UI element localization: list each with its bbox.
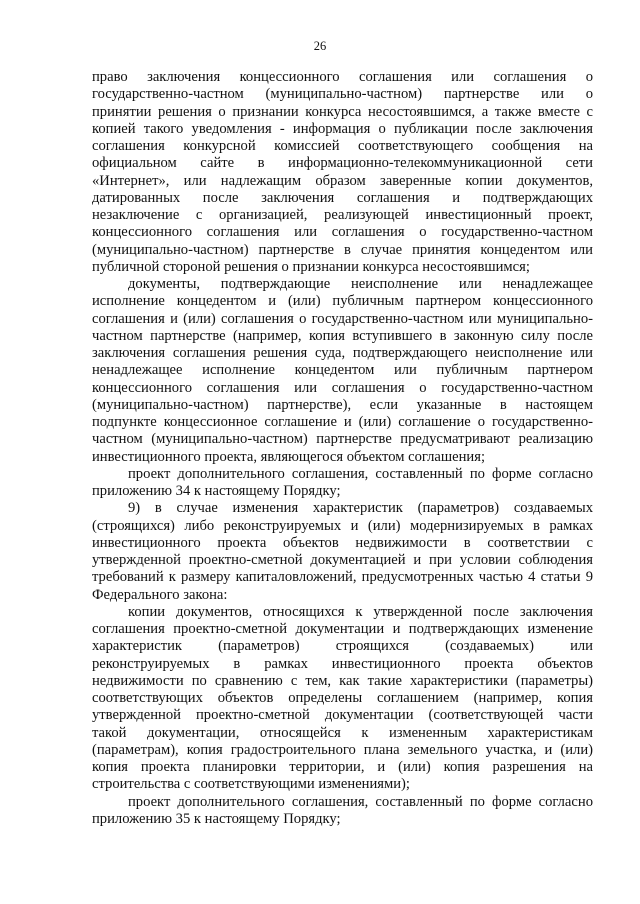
text-line: принятии решения о признании конкурса несостоявшимся, а также вместе с (92, 103, 593, 120)
text-line: частном (муниципально-частном) партнерстве предусматривают реализацию (92, 431, 593, 448)
text-line: утвержденной проектно-сметной документацией и при условии соблюдения (92, 552, 593, 568)
text-line: проект дополнительного соглашения, составленный по форме согласно (128, 793, 593, 810)
text-line: характеристик (параметров) строящихся (создаваемых) или (92, 638, 593, 655)
text-line: инвестиционного проекта объектов недвижимости в соответствии с (92, 534, 593, 551)
text-line: (муниципально-частном) партнерстве), если указанные в настоящем (92, 396, 593, 413)
text-line: копией такого уведомления - информация о публикации после заключения (92, 120, 593, 137)
text-line: исполнение концедентом и (или) публичным партнером концессионного (92, 293, 593, 310)
text-line: «Интернет», или надлежащим образом заверенные копии документов, (92, 172, 593, 189)
text-line: утвержденной проектно-сметной документации (соответствующей части (92, 707, 593, 724)
text-line: строительства с соответствующими изменениями); (92, 776, 410, 793)
text-line: (строящихся) либо реконструируемых и (или) модернизируемых в рамках (92, 517, 593, 534)
document-body (92, 69, 593, 828)
text-line: соглашения проектно-сметной документации и подтверждающих изменение (92, 621, 593, 637)
text-line: концессионного соглашения или соглашения о государственно-частном (92, 224, 593, 241)
text-line: датированных после заключения соглашения и подтверждающих (92, 189, 593, 206)
text-line: такой документации, относящейся к измененным характеристикам (92, 724, 593, 741)
text-line: ненадлежащее исполнение концедентом или публичным партнером (92, 362, 593, 379)
text-line: соответствующих объектов определены соглашением (например, копия (92, 690, 593, 706)
page-number: 26 (313, 39, 327, 53)
text-line: частном партнерстве (например, копия вступившего в законную силу после (92, 327, 593, 344)
text-line: концессионного соглашения или соглашения о государственно-частном (92, 379, 593, 396)
text-line: государственно-частном (муниципально-частном) партнерстве или о (92, 86, 593, 103)
text-line: (муниципально-частном) партнерстве в случае принятия концедентом или (92, 241, 593, 258)
text-line: требований к размеру капиталовложений, предусмотренных частью 4 статьи 9 (92, 569, 593, 586)
text-line: право заключения концессионного соглашения или соглашения о (92, 69, 593, 85)
text-line: соглашения и (или) соглашения о государственно-частном или муниципально- (92, 310, 593, 327)
text-line: официальном сайте в информационно-телекоммуникационной сети (92, 155, 593, 172)
text-line: инвестиционного проекта, являющегося объектом соглашения; (92, 448, 486, 465)
text-line: заключения соглашения решения суда, подтверждающего неисполнение или (92, 345, 593, 361)
text-line: недвижимости по сравнению с тем, как такие характеристики (параметры) (92, 672, 593, 689)
text-line: проект дополнительного соглашения, составленный по форме согласно (128, 465, 593, 482)
text-line: приложению 34 к настоящему Порядку; (92, 483, 341, 499)
text-line: подпункте концессионное соглашение и (или) соглашение о государственно- (92, 414, 593, 430)
text-line: реконструируемых в рамках инвестиционного проекта объектов (92, 655, 593, 672)
text-line: Федерального закона: (92, 586, 228, 603)
text-line: документы, подтверждающие неисполнение или ненадлежащее (128, 276, 593, 292)
text-line: соглашения конкурсной комиссией соответствующего сообщения на (92, 138, 593, 154)
text-line: публичной стороной решения о признании конкурса несостоявшимся; (92, 258, 530, 275)
text-line: 9) в случае изменения характеристик (параметров) создаваемых (128, 500, 593, 517)
text-line: копия проекта планировки территории, и (или) копия разрешения на (92, 759, 593, 775)
text-line: незаключение с организацией, реализующей инвестиционный проект, (92, 207, 593, 223)
text-line: копии документов, относящихся к утвержденной после заключения (128, 603, 593, 620)
text-line: (параметрам), копия градостроительного плана земельного участка, и (или) (92, 741, 593, 758)
text-line: приложению 35 к настоящему Порядку; (92, 810, 341, 827)
